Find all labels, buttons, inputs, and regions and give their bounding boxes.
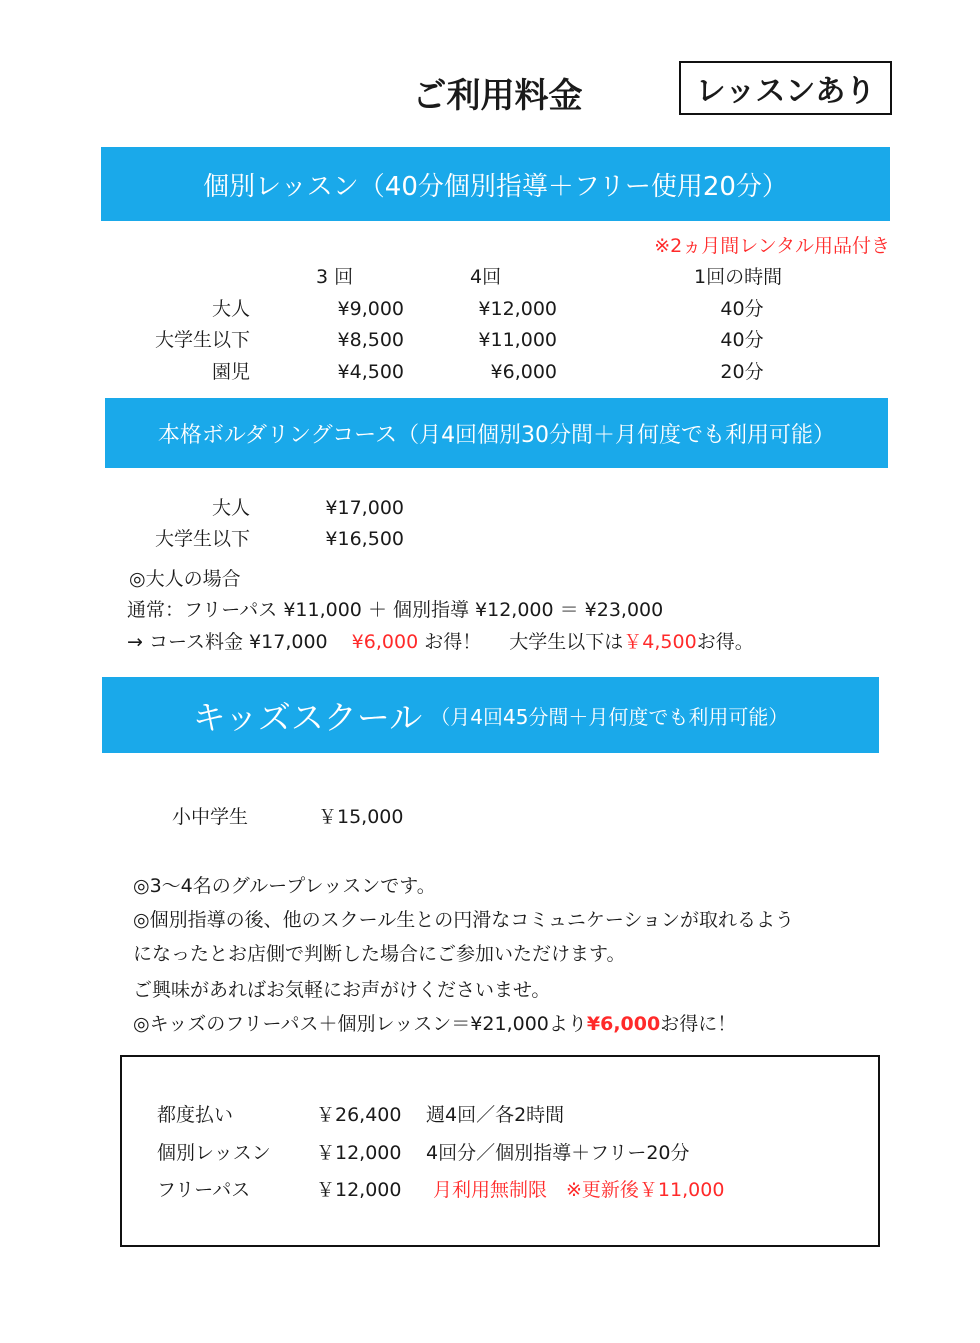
- adult-case-heading: ◎大人の場合: [129, 568, 241, 590]
- student-text: 大学生以下は: [509, 631, 624, 653]
- lesson-time: 40分: [720, 298, 764, 320]
- row-label: 園児: [211, 361, 250, 383]
- kids-note-4: ご興味があればお気軽にお声がけくださいませ。: [133, 979, 551, 1001]
- lesson-banner: 個別レッスン（40分個別指導＋フリー使用20分）: [101, 147, 890, 221]
- kids-banner: [102, 677, 879, 753]
- summary-desc: 週4回／各2時間: [426, 1104, 565, 1126]
- price-4: ¥6,000: [490, 361, 557, 383]
- summary-label: 都度払い: [157, 1104, 234, 1126]
- student-savings-amount: ￥4,500: [623, 631, 697, 653]
- kids-note-3: になったとお店側で判断した場合にご参加いただけます。: [133, 943, 626, 965]
- lesson-time: 40分: [720, 329, 764, 351]
- course-price: ¥16,500: [325, 528, 404, 550]
- kids-freepass-text: ◎キッズのフリーパス＋個別レッスン＝¥21,000より: [133, 1013, 587, 1035]
- bouldering-banner: 本格ボルダリングコース（月4回個別30分間＋月何度でも利用可能）: [105, 398, 888, 468]
- price-4: ¥12,000: [478, 298, 557, 320]
- lesson-badge: レッスンあり: [679, 61, 892, 115]
- summary-price: ￥26,400: [316, 1104, 402, 1126]
- kids-note-1: ◎3〜4名のグループレッスンです。: [133, 875, 436, 897]
- course-savings-line: [127, 633, 754, 652]
- course-price-text: → コース料金 ¥17,000: [127, 631, 328, 653]
- page-title: ご利用料金: [412, 76, 583, 116]
- column-header-4: 4回: [470, 266, 502, 288]
- summary-label: フリーパス: [157, 1179, 251, 1201]
- column-header-time: 1回の時間: [694, 266, 783, 288]
- student-savings-text: お得。: [696, 631, 754, 653]
- summary-desc-highlight: 月利用無制限 ※更新後￥11,000: [433, 1179, 725, 1201]
- row-label: 大人: [211, 497, 250, 519]
- summary-desc: 4回分／個別指導＋フリー20分: [426, 1142, 690, 1164]
- summary-label: 個別レッスン: [157, 1142, 271, 1164]
- kids-row-price: ￥15,000: [318, 806, 404, 828]
- kids-savings-text: お得に！: [660, 1013, 737, 1035]
- kids-note-5: [133, 1015, 736, 1034]
- kids-note-2: ◎個別指導の後、他のスクール生との円滑なコミュニケーションが取れるよう: [133, 909, 795, 931]
- price-3: ¥9,000: [337, 298, 404, 320]
- kids-savings-amount: ¥6,000: [586, 1013, 661, 1035]
- row-label: 大人: [211, 298, 250, 320]
- summary-price: ￥12,000: [316, 1142, 402, 1164]
- lesson-time: 20分: [720, 361, 764, 383]
- savings-text: お得！: [424, 631, 482, 653]
- rental-note: ※2ヵ月間レンタル用品付き: [654, 235, 890, 257]
- price-4: ¥11,000: [478, 329, 557, 351]
- kids-row-label: 小中学生: [172, 806, 249, 828]
- row-label: 大学生以下: [154, 528, 250, 550]
- price-3: ¥4,500: [337, 361, 404, 383]
- kids-banner-subtitle: （月4回45分間＋月何度でも利用可能）: [430, 704, 789, 729]
- summary-price: ￥12,000: [316, 1179, 402, 1201]
- kids-banner-title: キッズスクール: [192, 697, 423, 737]
- column-header-3: 3 回: [316, 266, 354, 288]
- price-3: ¥8,500: [337, 329, 404, 351]
- course-price: ¥17,000: [325, 497, 404, 519]
- row-label: 大学生以下: [154, 329, 250, 351]
- savings-amount: ¥6,000: [351, 631, 419, 653]
- regular-price-line: 通常：フリーパス ¥11,000 ＋ 個別指導 ¥12,000 ＝ ¥23,000: [127, 599, 664, 621]
